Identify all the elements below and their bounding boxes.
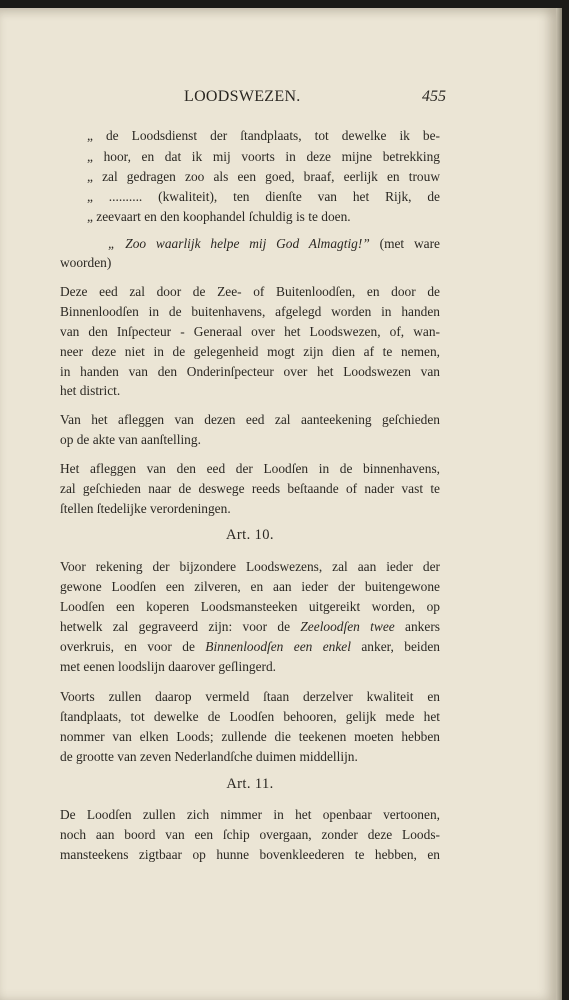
page-number: 455 — [422, 88, 446, 105]
oath-line — [108, 235, 440, 252]
text-line: De Loodſen zullen zich nimmer in het openbaar vertoonen, — [60, 807, 440, 822]
running-title: LOODSWEZEN. — [184, 88, 301, 105]
text-line: „ de Loodsdienst der ſtandplaats, tot dewelke ik be- — [87, 128, 440, 143]
text-line: nommer van elken Loods; zullende die teekenen moeten hebben — [60, 729, 440, 744]
text-line — [60, 638, 440, 655]
text-line: mansteekens zigtbaar op hunne bovenkleederen te hebben, en — [60, 847, 440, 862]
text-line: noch aan boord van een ſchip overgaan, zonder deze Loods- — [60, 827, 440, 842]
text-line: het district. — [60, 383, 121, 398]
page-edge — [556, 8, 562, 1000]
italic-segment: Binnenloodſen een enkel — [205, 639, 351, 654]
text-line: Voorts zullen daarop vermeld ſtaan derzelver kwaliteit en — [60, 689, 440, 704]
text-line: Loodſen een koperen Loodsmansteeken uitgereikt worden, op — [60, 599, 440, 614]
text-line: Deze eed zal door de Zee- of Buitenloodſen, en door de — [60, 284, 440, 299]
article-heading: Art. 10. — [226, 527, 274, 543]
text-line: neer deze niet in de gelegenheid mogt zijn dien af te nemen, — [60, 344, 440, 359]
text-line: Van het afleggen van dezen eed zal aanteekening geſchieden — [60, 412, 440, 427]
text-line: zal geſchieden naar de deswege reeds beſtaande of nader vast te — [60, 481, 440, 496]
italic-segment: Zeeloodſen twee — [300, 619, 395, 634]
text-segment: hetwelk zal gegraveerd zijn: voor de — [60, 619, 291, 634]
article-heading: Art. 11. — [226, 776, 274, 792]
text-segment: anker, beiden — [361, 639, 440, 654]
text-line: gewone Loodſen een zilveren, en aan ieder der buitengewone — [60, 579, 440, 594]
text-line: Voor rekening der bijzondere Loodswezens, zal aan ieder der — [60, 559, 440, 574]
text-segment: ankers — [405, 619, 440, 634]
oath-rest: (met ware — [379, 236, 440, 251]
text-segment: overkruis, en voor de — [60, 639, 195, 654]
text-line: „ zal gedragen zoo als een goed, braaf, eerlijk en trouw — [87, 169, 440, 184]
text-line: ſtellen ſtedelijke verordeningen. — [60, 501, 231, 516]
text-line: „ .......... (kwaliteit), ten dienſte van het Rijk, de — [87, 189, 440, 204]
text-line: van den Inſpecteur - Generaal over het Loodswezen, of, wan- — [60, 324, 440, 339]
text-line: „ zeevaart en den koophandel ſchuldig is te doen. — [87, 209, 351, 224]
text-line: op de akte van aanſtelling. — [60, 432, 201, 447]
text-line: woorden) — [60, 255, 112, 270]
page-header — [60, 88, 446, 110]
oath-formula: „ Zoo waarlijk helpe mij God Almagtig!” — [108, 236, 370, 251]
text-line — [60, 618, 440, 635]
text-line: in handen van den Onderinſpecteur over het Loodswezen van — [60, 364, 440, 379]
text-line: „ hoor, en dat ik mij voorts in deze mijne betrekking — [87, 149, 440, 164]
text-line: ſtandplaats, tot dewelke de Loodſen behooren, gelijk mede het — [60, 709, 440, 724]
text-line: Binnenloodſen in de buitenhavens, afgelegd worden in handen — [60, 304, 440, 319]
text-line: met eenen loodslijn daarover geſlingerd. — [60, 659, 277, 674]
text-line: Het afleggen van den eed der Loodſen in de binnenhavens, — [60, 461, 440, 476]
text-line: de grootte van zeven Nederlandſche duimen middellijn. — [60, 749, 358, 764]
